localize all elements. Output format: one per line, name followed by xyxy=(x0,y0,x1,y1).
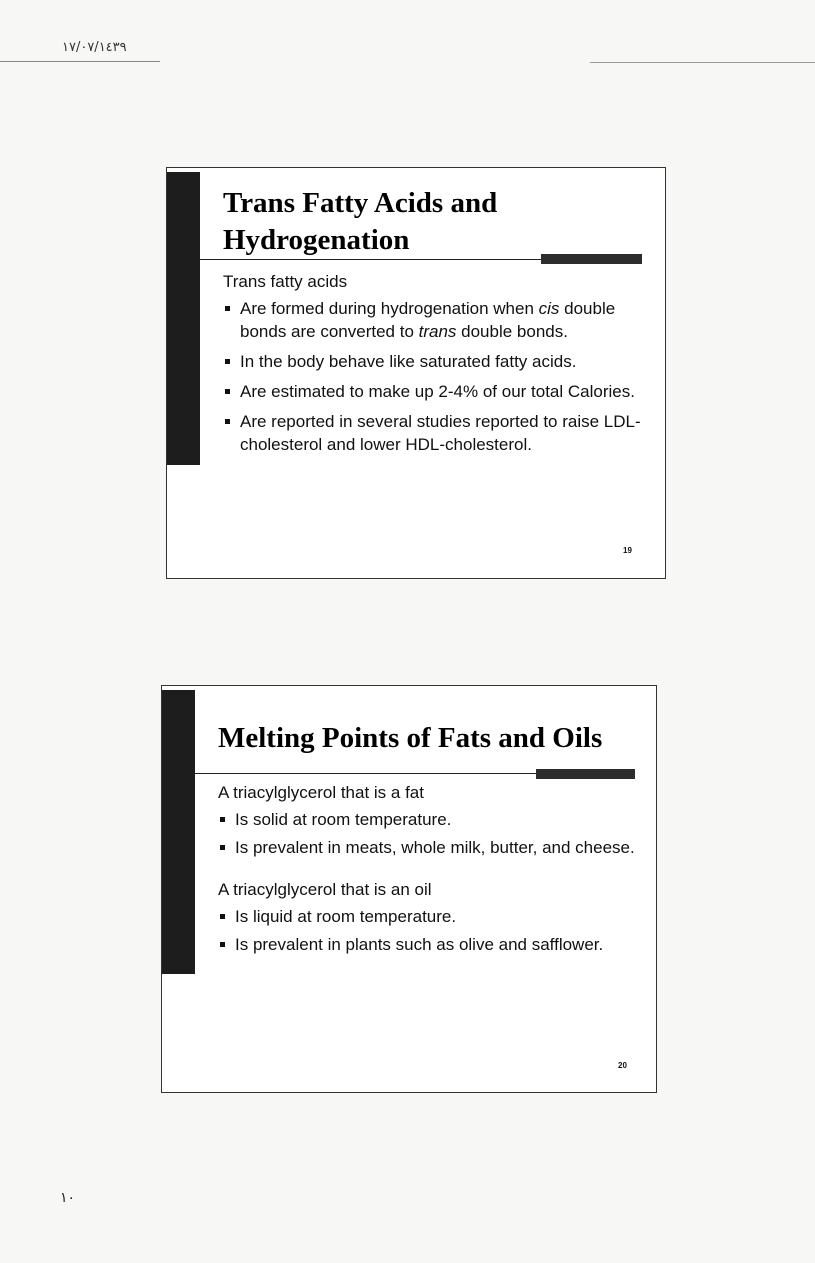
page-number: ١٠ xyxy=(60,1190,76,1206)
handwritten-date: ١٧/٠٧/١٤٣٩ xyxy=(62,40,127,55)
header-rule-right xyxy=(590,62,815,63)
bullet-item: In the body behave like saturated fatty acids. xyxy=(223,350,643,373)
slide-body xyxy=(223,270,643,463)
header-rule-left xyxy=(0,61,160,62)
bullet-item: Is prevalent in plants such as olive and safflower. xyxy=(218,933,643,956)
bullet-item: Is prevalent in meats, whole milk, butter, and cheese. xyxy=(218,836,643,859)
oil-bullet-list xyxy=(218,905,643,956)
bullet-intro: Trans fatty acids xyxy=(223,272,348,291)
bullet-text-part: Are formed during hydrogenation when xyxy=(240,299,539,318)
slide-title: Trans Fatty Acids and Hydrogenation xyxy=(223,187,498,256)
slide-side-bar xyxy=(167,172,200,465)
title-underline xyxy=(195,773,537,774)
title-accent-block xyxy=(536,769,635,779)
fat-intro: A triacylglycerol that is a fat xyxy=(218,783,424,802)
bullet-item: Is liquid at room temperature. xyxy=(218,905,643,928)
bullet-item: Are reported in several studies reported to raise LDL-cholesterol and lower HDL-cholesterol. xyxy=(223,410,643,456)
emphasis-trans: trans xyxy=(418,322,457,341)
slide-19 xyxy=(166,167,666,579)
slide-number: 19 xyxy=(623,546,632,555)
bullet-item xyxy=(223,297,643,343)
slide-title: Melting Points of Fats and Oils xyxy=(218,722,603,754)
title-underline xyxy=(200,259,541,260)
slide-number: 20 xyxy=(618,1061,627,1070)
oil-intro: A triacylglycerol that is an oil xyxy=(218,880,432,899)
slide-20 xyxy=(161,685,657,1093)
bullet-item: Is solid at room temperature. xyxy=(218,808,643,831)
bullet-text-part: double bonds are converted to xyxy=(240,299,616,341)
bullet-list xyxy=(223,297,643,456)
slide-body xyxy=(218,781,643,961)
emphasis-cis: cis xyxy=(538,299,560,318)
slide-side-bar xyxy=(162,690,195,974)
fat-bullet-list xyxy=(218,808,643,859)
bullet-text-part: double bonds. xyxy=(456,322,568,341)
bullet-item: Are estimated to make up 2-4% of our total Calories. xyxy=(223,380,643,403)
title-accent-block xyxy=(541,254,642,264)
